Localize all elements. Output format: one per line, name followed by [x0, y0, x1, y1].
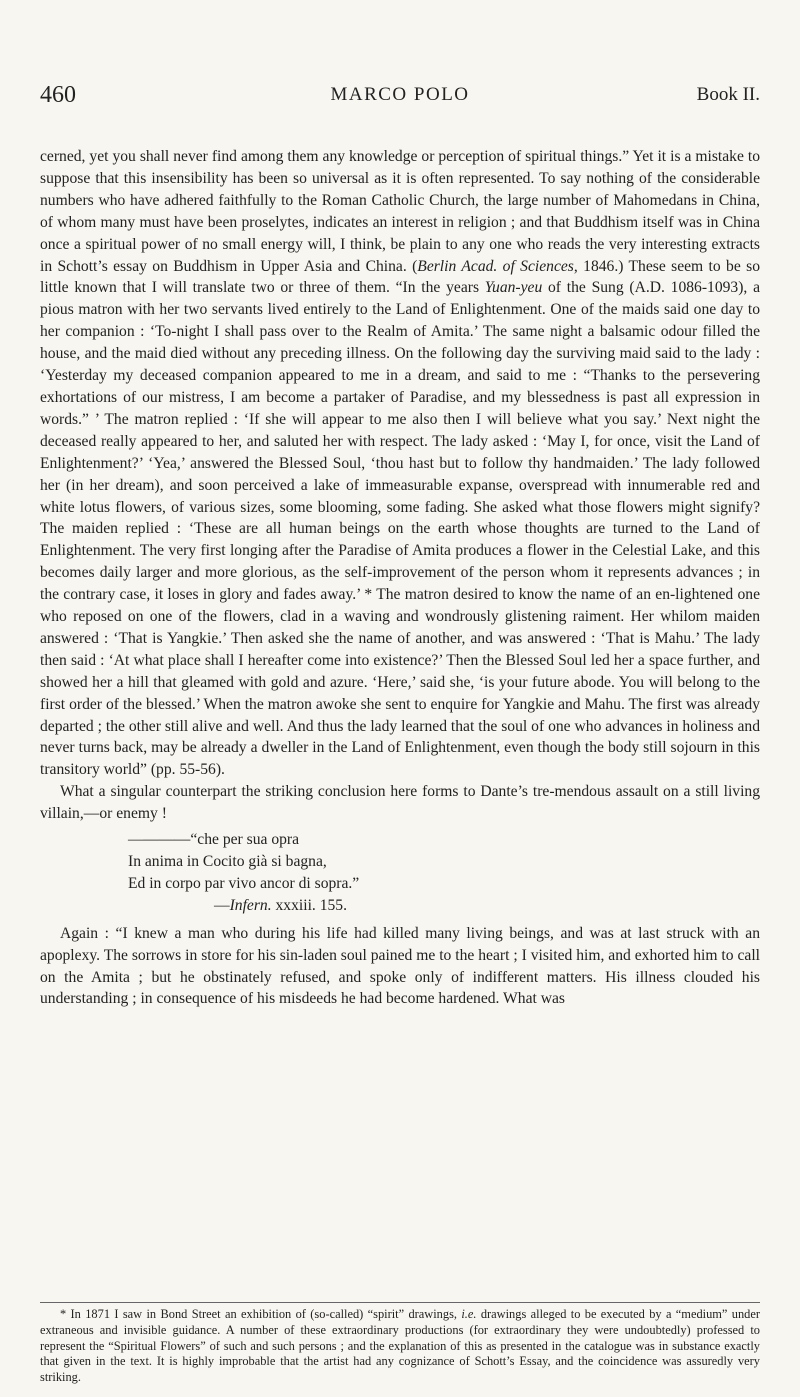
book-label: Book II. [696, 84, 760, 105]
term-yuan-yeu: Yuan-yeu [484, 279, 543, 297]
page-number: 460 [40, 82, 76, 108]
quote-reference: —Infern. xxxiii. 155. [214, 896, 347, 914]
paragraph-1: cerned, yet you shall never find among them any knowledge or perception of spiritual things.” Yet it is a mistake to suppose that this insensibility has been so universal as it is often represented. To say nothing of the considerable numbers who have adhered faithfully to the Roman Catholic Church, the large number of Mahomedans in China, of whom many must have been proselytes, indicates an interest in religion ; and that Buddhism itself was in China once a spiritual power of no small energy will, I think, be plain to any one who reads the very interesting extracts in Schott’s essay on Buddhism in Upper Asia and China. (Berlin Acad. of Sciences, 1846.) These seem to be so little known that I will translate two or three of them. “In the years Yuan-yeu of the Sung (A.D. 1086-1093), a pious matron with her two servants lived entirely to the Land of Enlightenment. One of the maids said one day to her companion : ‘To-night I shall pass over to the Realm of Amita.’ The same night a balsamic odour filled the house, and the maid died without any preceding illness. On the following day the surviving maid said to the lady : ‘Yesterday my deceased companion appeared to me in a dream, and said to me : “Thanks to the persevering exhortations of our mistress, I am become a partaker of Paradise, and my blessedness is past all expression in words.” ’ The matron replied : ‘If she will appear to me also then I will believe what you say.’ Next night the deceased really appeared to her, and saluted her with respect. The lady asked : ‘May I, for once, visit the Land of Enlightenment?’ ‘Yea,’ answered the Blessed Soul, ‘thou hast but to follow thy handmaiden.’ The lady followed her (in her dream), and soon perceived a lake of immeasurable expanse, overspread with innumerable red and white lotus flowers, of various sizes, some blooming, some fading. She asked what those flowers might signify? The maiden replied : ‘These are all human beings on the earth whose thoughts are turned to the Land of Enlightenment. The very first longing after the Paradise of Amita produces a flower in the Celestial Lake, and this becomes daily larger and more glorious, as the self-improvement of the person whom it represents advances ; in the contrary case, it loses in glory and fades away.’ * The matron desired to know the name of an en-lightened one who reposed on one of the flowers, clad in a waving and wondrously glistening raiment. Her whilom maiden answered : ‘That is Yangkie.’ Then asked she the name of another, and was answered : ‘That is Mahu.’ The lady then said : ‘At what place shall I hereafter come into existence?’ Then the Blessed Soul led her a space further, and showed her a hill that gleamed with gold and azure. ‘Here,’ said she, ‘is your future abode. You will belong to the first order of the blessed.’ When the matron awoke she sent to enquire for Yangkie and Mahu. The first was already departed ; the other still alive and well. And thus the lady learned that the soul of one who advances in holiness and never turns back, may be already a dweller in the Land of Enlightenment, even though the body still sojourn in this transitory world” (pp. 55-56). [40, 148, 761, 779]
quote-line-1: ————“che per sua opra [128, 831, 300, 849]
dante-quotation [40, 829, 760, 917]
quote-line-3: Ed in corpo par vivo ancor di sopra.” [128, 874, 360, 892]
citation-berlin-academy: Berlin Acad. of Sciences [417, 257, 574, 275]
footnote-divider [40, 1302, 760, 1303]
body-text [40, 146, 760, 1010]
footnote: * In 1871 I saw in Bond Street an exhibition of (so-called) “spirit” drawings, i.e. drawings alleged to be executed by a “medium” under extraneous and invisible guidance. A number of these extraordinary productions (for extraordinary they were undoubtedly) professed to represent the “Spiritual Flowers” of such and such persons ; and the explanation of this as presented in the catalogue was in substance exactly that given in the text. It is highly improbable that the artist had any cognizance of Schott’s Essay, and the coincidence was assuredly very striking. [40, 1307, 760, 1385]
paragraph-2: What a singular counterpart the striking conclusion here forms to Dante’s tre-mendous assault on a still living villain,—or enemy ! [40, 783, 760, 823]
running-title: MARCO POLO [330, 84, 470, 105]
quote-line-2: In anima in Cocito già si bagna, [128, 853, 327, 870]
page-header [40, 82, 760, 118]
paragraph-3: Again : “I knew a man who during his life had killed many living beings, and was at last struck with an apoplexy. The sorrows in store for his sin-laden soul pained me to the heart ; I visited him, and exhorted him to call on the Amita ; but he obstinately refused, and spoke only of indifferent matters. His illness clouded his understanding ; in consequence of his misdeeds he had become hardened. What was [40, 924, 760, 1008]
